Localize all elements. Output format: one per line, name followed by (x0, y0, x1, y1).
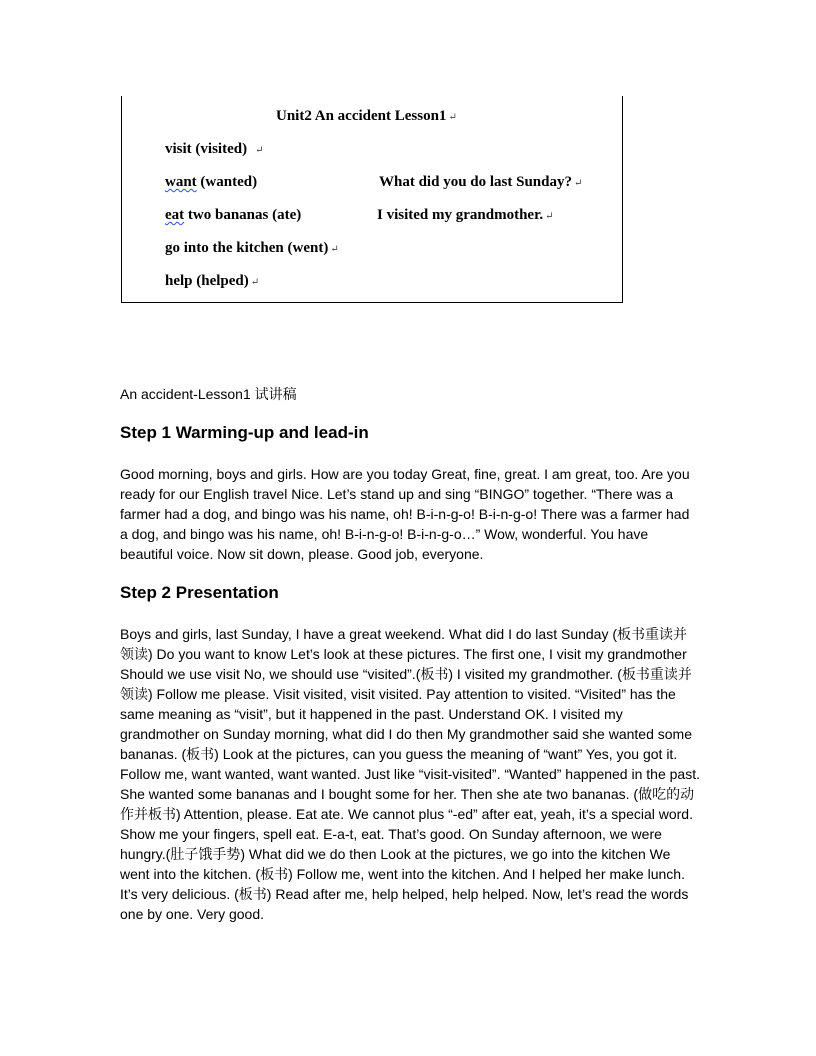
board-writing-box (121, 98, 623, 303)
step2-heading: Step 2 Presentation (120, 583, 279, 602)
board-word-line: visit (visited) ↵ (165, 141, 264, 157)
corner-tick (121, 96, 122, 100)
board-word-line: help (helped) ↵ (165, 273, 260, 289)
board-question: What did you do last Sunday? ↵ (379, 174, 583, 190)
board-title: Unit2 An accident Lesson1 ↵ (276, 108, 457, 124)
step1-paragraph: Good morning, boys and girls. How are you today Great, fine, great. I am great, too. Are you ready for our English travel Nice. Let’s stand up and sing “BINGO” together. “There was a farmer had a dog, and bingo was his name, oh! B-i-n-g-o! B-i-n-g-o! There was a farmer had a dog, and bingo was his name, oh! B-i-n-g-o! B-i-n-g-o…” Wow, wonderful. You have beautiful voice. Now sit down, please. Good job, everyone. (120, 466, 690, 562)
board-word-line: go into the kitchen (went) ↵ (165, 240, 339, 256)
corner-tick (622, 96, 623, 100)
document-title: An accident-Lesson1 试讲稿 (120, 386, 297, 402)
step1-heading: Step 1 Warming-up and lead-in (120, 423, 369, 442)
step2-paragraph: Boys and girls, last Sunday, I have a great weekend. What did I do last Sunday (板书重读并领读) Do you want to know Let’s look at these pictures. The first one, I visit my grandmother Should we use visit No, we should use “visited”.(板书) I visited my grandmother. (板书重读并领读) Follow me please. Visit visited, visit visited. Pay attention to visited. “Visited” has the same meaning as “visit”, but it happened in the past. Understand OK. I visited my grandmother on Sunday morning, what did I do then My grandmother said she wanted some bananas. (板书) Look at the pictures, can you guess the meaning of “want” Yes, you got it. Follow me, want wanted, want wanted. Just like “visit-visited”. “Wanted” happened in the past. She wanted some bananas and I bought some for her. Then she ate two bananas. (做吃的动作并板书) Attention, please. Eat ate. We cannot plus “-ed” after eat, yeah, it’s a special word. Show me your fingers, spell eat. E-a-t, eat. That’s good. On Sunday afternoon, we were hungry.(肚子饿手势) What did we do then Look at the pictures, we go into the kitchen We went into the kitchen. (板书) Follow me, went into the kitchen. And I helped her make lunch. It’s very delicious. (板书) Read after me, help helped, help helped. Now, let’s read the words one by one. Very good. (120, 626, 700, 922)
board-answer: I visited my grandmother. ↵ (377, 207, 554, 223)
board-word-line: eat two bananas (ate) (165, 207, 302, 223)
board-word-line: want (wanted) (165, 174, 258, 190)
